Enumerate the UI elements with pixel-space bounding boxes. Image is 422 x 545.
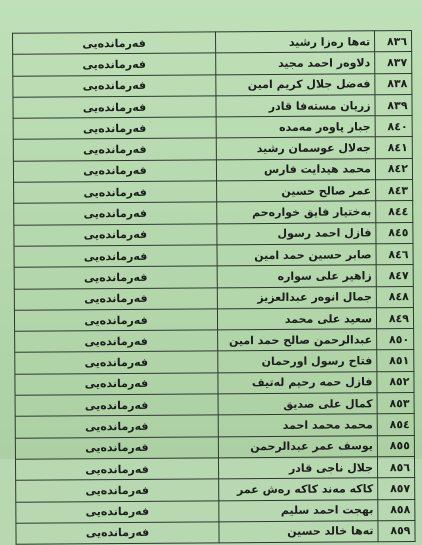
row-number: ٨٥٤: [377, 414, 414, 436]
person-name: فەضل جلال کریم امین: [216, 73, 375, 95]
row-number: ٨٥٢: [377, 371, 414, 393]
person-name: تەها رەزا رشید: [216, 31, 375, 53]
row-number: ٨٥٨: [378, 499, 415, 521]
person-name: فازل حمە رحیم لەتیف: [218, 372, 377, 394]
row-number: ٨٥٦: [377, 456, 414, 478]
person-name: محمد هیدایت فارس: [216, 159, 375, 181]
status-cell: فەرماندەیی: [14, 309, 217, 332]
table-row: [14, 265, 413, 289]
person-name: سعید علی محمد: [217, 308, 376, 330]
row-number: ٨٤٦: [376, 243, 413, 265]
person-name: صابر حسین حمد امین: [217, 244, 376, 266]
table-row: [16, 499, 415, 523]
status-cell: فەرماندەیی: [14, 287, 217, 310]
status-cell: فەرماندەیی: [15, 394, 218, 417]
row-number: ٨٥٩: [378, 520, 415, 542]
table-row: [15, 414, 414, 438]
row-number: ٨٣٨: [375, 73, 412, 95]
row-number: ٨٤٥: [376, 222, 413, 244]
table-row: [15, 329, 414, 353]
status-cell: فەرماندەیی: [14, 202, 217, 225]
person-name: تەها خالد حسین: [219, 521, 378, 543]
row-number: ٨٥٣: [377, 393, 414, 415]
status-cell: فەرماندەیی: [15, 330, 218, 353]
status-cell: فەرماندەیی: [13, 74, 216, 97]
table-row: [15, 350, 414, 374]
table-row: [13, 52, 412, 76]
status-cell: فەرماندەیی: [15, 415, 218, 438]
person-name: عمر صالح حسین: [217, 180, 376, 202]
status-cell: فەرماندەیی: [15, 373, 218, 396]
row-number: ٨٥٠: [377, 329, 414, 351]
person-name: کمال علی صدیق: [218, 393, 377, 415]
person-name: فتاح رسول اورحمان: [218, 350, 377, 372]
table-row: [13, 158, 412, 182]
roster-table: [12, 30, 416, 545]
row-number: ٨٣٩: [375, 94, 412, 116]
status-cell: فەرماندەیی: [13, 117, 216, 140]
person-name: فازل احمد رسول: [217, 222, 376, 244]
person-name: زاهیر علی سوارە: [217, 265, 376, 287]
table-row: [14, 307, 413, 331]
person-name: جمال انوەر عبدالعزیز: [217, 286, 376, 308]
person-name: کاکە مەند کاکە رەش عمر: [219, 478, 378, 500]
table-row: [13, 31, 412, 55]
status-cell: فەرماندەیی: [13, 96, 216, 119]
table-row: [14, 286, 413, 310]
person-name: عبدالرحمن صالح حمد امین: [218, 329, 377, 351]
person-name: یوسف عمر عبدالرحمن: [218, 435, 377, 457]
row-number: ٨٤٠: [375, 116, 412, 138]
row-number: ٨٤٣: [376, 180, 413, 202]
table-row: [15, 435, 414, 459]
status-cell: فەرماندەیی: [13, 160, 216, 183]
row-number: ٨٤١: [375, 137, 412, 159]
person-name: جلال ناجی قادر: [218, 457, 377, 479]
status-cell: فەرماندەیی: [14, 266, 217, 289]
row-number: ٨٤٨: [376, 286, 413, 308]
table-row: [13, 116, 412, 140]
row-number: ٨٤٢: [375, 158, 412, 180]
table-row: [14, 201, 413, 225]
row-number: ٨٥٧: [378, 478, 415, 500]
table-row: [15, 371, 414, 395]
row-number: ٨٣٧: [375, 52, 412, 74]
status-cell: فەرماندەیی: [16, 522, 219, 545]
person-name: جەلال عوسمان رشید: [216, 137, 375, 159]
status-cell: فەرماندەیی: [14, 245, 217, 268]
table-row: [14, 180, 413, 204]
table-row: [15, 456, 414, 480]
person-name: جبار پاوەر مەمدە: [216, 116, 375, 138]
person-name: محمد محمد احمد: [218, 414, 377, 436]
table-row: [16, 520, 415, 544]
table-row: [13, 137, 412, 161]
status-cell: فەرماندەیی: [13, 32, 216, 55]
row-number: ٨٤٤: [376, 201, 413, 223]
table-row: [15, 393, 414, 417]
table-row: [14, 243, 413, 267]
person-name: زریان مستەفا قادر: [216, 95, 375, 117]
row-number: ٨٤٧: [376, 265, 413, 287]
row-number: ٨٥١: [377, 350, 414, 372]
person-name: دلاوەر احمد مجید: [216, 52, 375, 74]
table-row: [13, 94, 412, 118]
row-number: ٨٤٩: [376, 307, 413, 329]
row-number: ٨٣٦: [375, 31, 412, 53]
status-cell: فەرماندەیی: [14, 224, 217, 247]
table-row: [14, 222, 413, 246]
person-name: بهجت احمد سلیم: [219, 499, 378, 521]
status-cell: فەرماندەیی: [15, 351, 218, 374]
status-cell: فەرماندەیی: [16, 500, 219, 523]
row-number: ٨٥٥: [377, 435, 414, 457]
status-cell: فەرماندەیی: [13, 138, 216, 161]
status-cell: فەرماندەیی: [15, 437, 218, 460]
table-row: [13, 73, 412, 97]
status-cell: فەرماندەیی: [13, 53, 216, 76]
table-row: [16, 478, 415, 502]
status-cell: فەرماندەیی: [15, 458, 218, 481]
person-name: بەختیار فایق خوارەحم: [217, 201, 376, 223]
status-cell: فەرماندەیی: [16, 479, 219, 502]
roster-body: [13, 31, 416, 545]
status-cell: فەرماندەیی: [14, 181, 217, 204]
